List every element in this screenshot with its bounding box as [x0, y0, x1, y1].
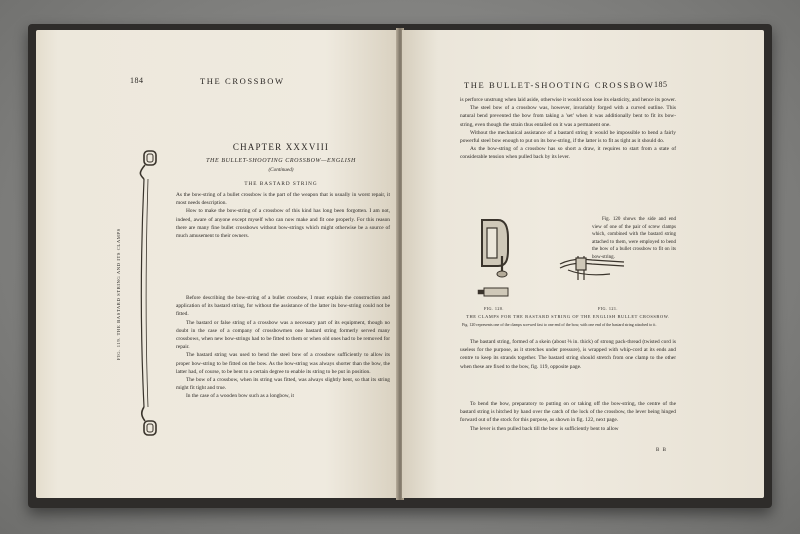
- paragraph: As the bow-string of a crossbow has so short a draw, it requires to start from a state of considerable tension when pulled back by its lever.: [460, 146, 676, 161]
- page-number: 185: [654, 80, 668, 89]
- chapter-title: CHAPTER XXXVIII: [232, 142, 330, 152]
- right-page: [402, 30, 764, 498]
- side-figure-caption: FIG. 119. THE BASTARD STRING AND ITS CLAMPS: [116, 228, 121, 360]
- paragraph: is perforce unstrung when laid aside, otherwise it would soon lose its elasticity, and hence its power.: [460, 97, 676, 103]
- chapter-continued: (Continued): [268, 167, 294, 173]
- paragraph: In the case of a wooden bow such as a longbow, it: [186, 393, 295, 400]
- figure-note: Fig. 120 represents one of the clamps screwed fast to one end of the bow, with one end of the bastard string attached to it.: [462, 322, 657, 327]
- figure-label-121: FIG. 121.: [598, 306, 618, 311]
- page-number: 184: [130, 76, 144, 85]
- figure-side-text: [592, 216, 676, 262]
- paragraph: The lever is then pulled back till the bow is sufficiently bent to allow: [470, 425, 619, 432]
- section-heading: THE BASTARD STRING: [244, 181, 318, 187]
- chapter-subtitle: THE BULLET-SHOOTING CROSSBOW—ENGLISH: [206, 158, 356, 164]
- body-text-mid: [460, 338, 676, 371]
- body-text-block-1: [176, 191, 390, 240]
- body-text-bottom: [460, 400, 676, 433]
- paragraph: Before describing the bow-string of a bullet crossbow, I must explain the construction and application of its bastard string, for without the assistance of the latter its bow-string could not be fitted.: [176, 295, 390, 318]
- paragraph: The bastard string was used to bend the steel bow of a crossbow sufficiently to allow its proper bow-string to be fitted on the bow. As the bow-string was always shorter than the bow, the latter had, of course, to be bent to a certain degree to enable its string to be put in position.: [176, 352, 390, 375]
- bastard-string-illustration: [128, 145, 168, 445]
- paragraph: To bend the bow, preparatory to putting on or taking off the bow-string, the centre of the bastard string is hitched by hand over the catch of the lock of the crossbow, the lever being hinged forward out of the stock for this purpose, as shown in fig. 122, next page.: [460, 401, 676, 424]
- paragraph: The bastard or false string of a crossbow was a necessary part of its equipment, though no doubt in the case of a company of crossbowmen one bastard string formerly served many crossbows, when new bow-strings had to be fitted to them or when old ones had to be removed for repair.: [176, 319, 390, 351]
- paragraph: The bow of a crossbow, when its string was fitted, was always slightly bent, so that its string might fit tight and true.: [176, 377, 390, 392]
- figure-label-120: FIG. 120.: [484, 306, 504, 311]
- body-text-block-2: [176, 294, 390, 401]
- left-page: [36, 30, 398, 498]
- paragraph: As the bow-string of a bullet crossbow is the part of the weapon that is usually in worst repair, it most needs description.: [176, 192, 390, 207]
- figure-caption: THE CLAMPS FOR THE BASTARD STRING OF THE ENGLISH BULLET CROSSBOW.: [466, 314, 670, 319]
- screw-clamp-illustration: [476, 216, 512, 304]
- running-head: THE CROSSBOW: [200, 76, 285, 86]
- signature-mark: B B: [656, 448, 667, 453]
- paragraph: Fig. 120 shows the side and end view of one of the pair of screw clamps which, combined with the bastard string attached to them, were employed to bend the bow of a bullet crossbow to fit on its bow-string.: [592, 217, 676, 260]
- running-head: THE BULLET-SHOOTING CROSSBOW: [464, 80, 655, 90]
- paragraph: The bastard string, formed of a skein (about ⅜ in. thick) of strong pack-thread (twisted cord is useless for the purpose, as it stretches under pressure), is wrapped with whip-cord at its ends and centre to keep its strands together. The bastard string should stretch from one clamp to the other when these are fixed to the bow, fig. 119, opposite page.: [460, 339, 676, 370]
- paragraph: Without the mechanical assistance of a bastard string it would be impossible to bend a fairly powerful steel bow enough to put on its bow-string, if the latter is to fit as tight as it should do.: [460, 129, 676, 145]
- paragraph: How to make the bow-string of a crossbow of this kind has long been forgotten. I am not, indeed, aware of anyone except myself who can now make and fit one properly. For this reason there are many fine bullet crossbows without bow-strings which might otherwise be a source of much amusement to their owners.: [176, 208, 390, 240]
- body-text-top: [460, 96, 676, 162]
- paragraph: The steel bow of a crossbow was, however, invariably forged with a curved outline. This natural bend prevented the bow from taking a 'set' when it was additionally bent to fit its bow-string, even though the strain thus entailed on it was a permanent one.: [460, 105, 676, 128]
